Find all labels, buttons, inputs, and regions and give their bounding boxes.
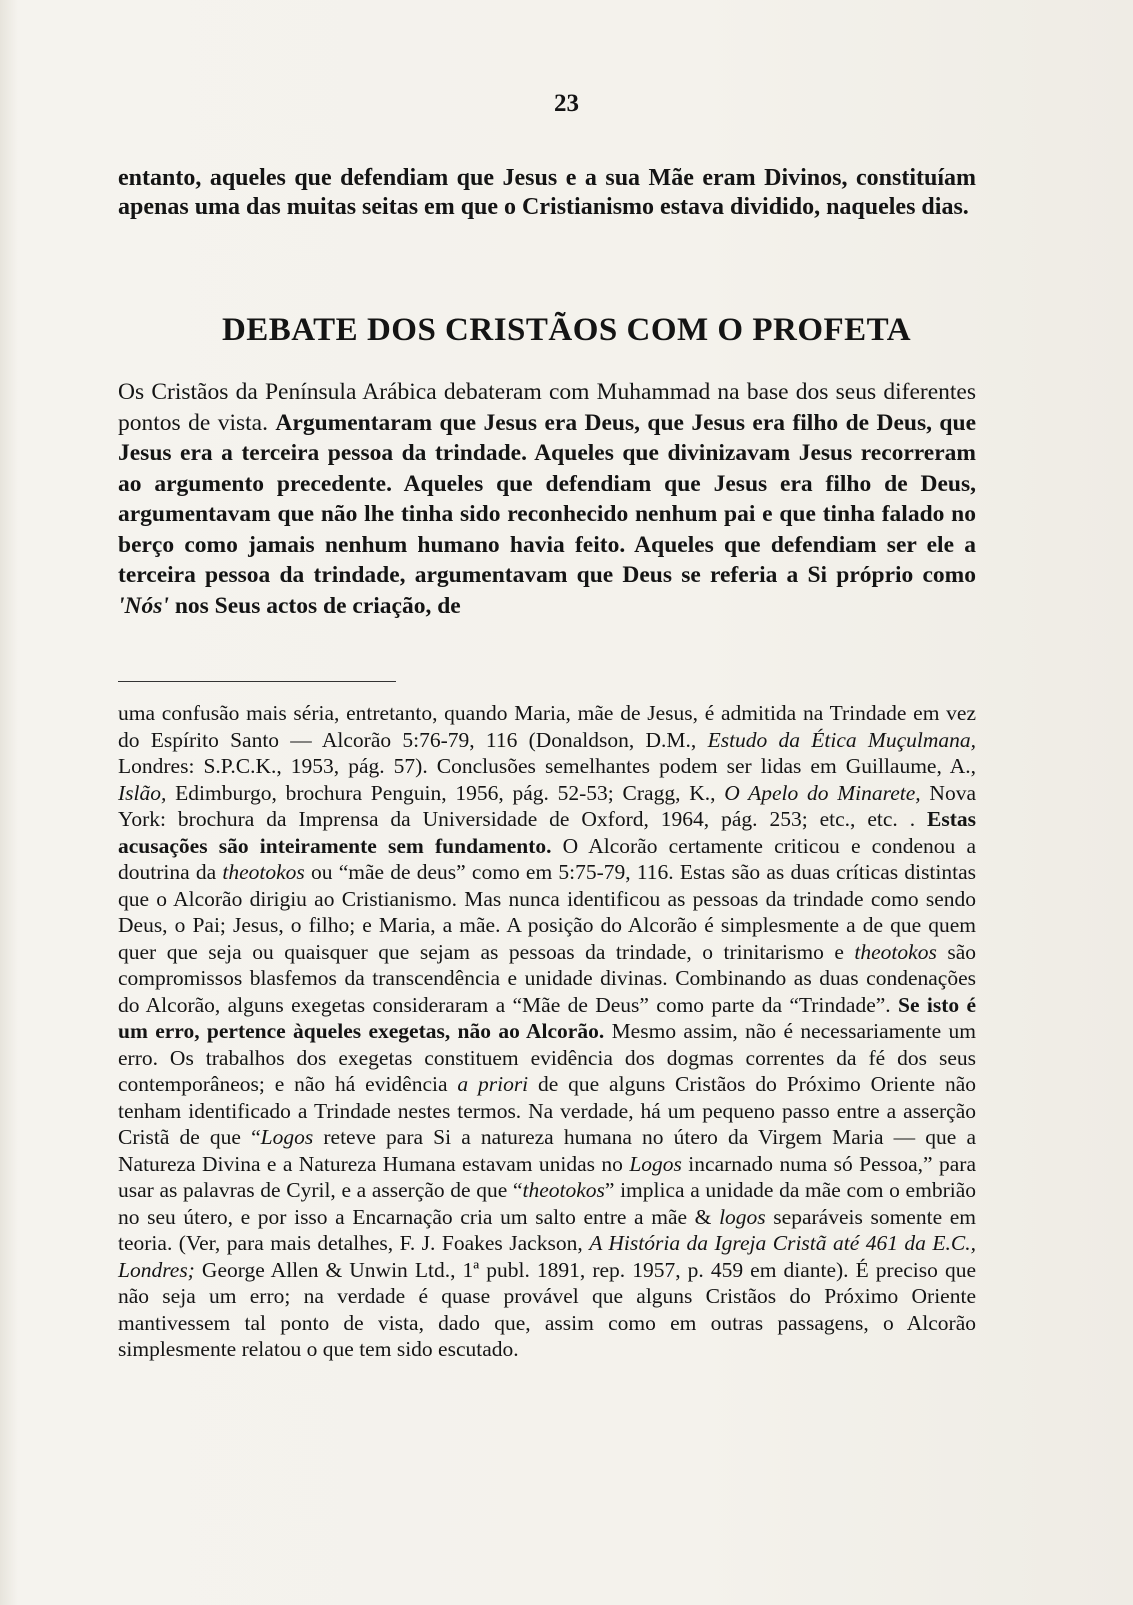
paragraph-quote-nos: 'Nós' [118,592,169,619]
paragraph-sentence: Os Cristãos da Península Arábica debateram com Muhammad na base dos seus diferentes pontos de vista. [118,379,976,436]
footnote-term: Logos [629,1151,682,1176]
paragraph-bold-end: nos Seus actos de criação, de [174,592,461,619]
footnote-text: O Alcorão certamente criticou e condenou a doutrina da [118,833,976,884]
footnote-bold-claim: Estas acusações são inteiramente sem fundamento. [118,807,976,858]
main-paragraph [118,377,976,621]
footnote-title: Estudo da Ética Muçulmana, [707,727,976,752]
footnote-divider [118,681,396,682]
footnote-term: logos [719,1204,766,1229]
footnote-term: theotokos [854,939,937,964]
paragraph-bold-text: Argumentaram que Jesus era Deus, que Jesus era filho de Deus, que Jesus era a terceira pessoa da trindade. Aqueles que divinizavam Jesus recorreram ao argumento precedente. Aqueles que defendiam que Jesus era filho de Deus, argumentavam que não lhe tinha sido reconhecido nenhum pai e que tinha falado no berço como jamais nenhum humano havia feito. Aqueles que defendiam ser ele a terceira pessoa da trindade, argumentavam que Deus se referia a Si próprio como [118,409,976,588]
footnote [118,700,976,1363]
footnote-bold-claim: Se isto é um erro, pertence àqueles exegetas, não ao Alcorão. [118,992,977,1043]
footnote-term: a priori [457,1072,529,1096]
footnote-text: ” implica a unidade da mãe com o embrião no seu útero, e por isso a Encarnação cria um salto entre a mãe & [118,1178,977,1229]
footnote-text: Mesmo assim, não é necessariamente um erro. Os trabalhos dos exegetas constituem evidência dos dogmas correntes da fé dos seus contemporâneos; e não há evidência [118,1019,977,1096]
footnote-title: Islão, [118,780,167,805]
footnote-text: reteve para Si a natureza humana no útero da Virgem Maria — que a Natureza Divina e a Natureza Humana estavam unidas no [118,1125,976,1176]
footnote-text: separáveis somente em teoria. (Ver, para mais detalhes, F. J. Foakes Jackson, [118,1204,977,1255]
section-heading: DEBATE DOS CRISTÃOS COM O PROFETA [221,312,912,348]
footnote-text: Londres: S.P.C.K., 1953, pág. 57). Conclusões semelhantes podem ser lidas em Guillaume, A., [118,754,976,778]
footnote-text: são compromissos blasfemos da transcendência e unidade divinas. Combinando as duas condenações do Alcorão, alguns exegetas consideraram a “Mãe de Deus” como parte da “Trindade”. [118,939,976,1017]
footnote-text: ou “mãe de deus” como em 5:75-79, 116. Estas são as duas críticas distintas que o Alcorão dirigiu ao Cristianismo. Mas nunca identificou as pessoas da trindade como sendo Deus, o Pai; Jesus, o filho; e Maria, a mãe. A posição do Alcorão é simplesmente a de que quem quer que seja ou quaisquer que sejam as pessoas da trindade, o trinitarismo e [118,860,977,964]
intro-paragraph: entanto, aqueles que defendiam que Jesus e a sua Mãe eram Divinos, constituíam apenas uma das muitas seitas em que o Cristianismo estava dividido, naqueles dias. [118,165,976,220]
page-number: 23 [554,90,579,117]
footnote-text: incarnado numa só Pessoa,” para usar as palavras de Cyril, e a asserção de que “ [118,1151,976,1202]
footnote-text: Nova York: brochura da Imprensa da Universidade de Oxford, 1964, pág. 253; etc., etc. . [118,780,976,831]
footnote-text: de que alguns Cristãos do Próximo Oriente não tenham identificado a Trindade nestes termos. Na verdade, há um pequeno passo entre a asserção Cristã de que “ [118,1072,976,1149]
footnote-text: Edimburgo, brochura Penguin, 1956, pág. 52-53; Cragg, K., [175,780,716,805]
footnote-term: theotokos [522,1178,605,1202]
footnote-title: O Apelo do Minarete, [724,780,921,805]
footnote-text: George Allen & Unwin Ltd., 1ª publ. 1891, rep. 1957, p. 459 em diante). É preciso que não seja um erro; na verdade é quase provável que alguns Cristãos do Próximo Oriente mantivessem tal ponto de vista, dado que, assim como em outras passagens, o Alcorão simplesmente relatou o que tem sido escutado. [118,1257,976,1361]
footnote-text: uma confusão mais séria, entretanto, quando Maria, mãe de Jesus, é admitida na Trindade em vez do Espírito Santo — Alcorão 5:76-79, 116 (Donaldson, D.M., [118,701,976,752]
footnote-title: A História da Igreja Cristã até 461 da E.C., Londres; [118,1231,976,1282]
footnote-term: Logos [260,1125,314,1149]
footnote-term: theotokos [222,860,305,884]
